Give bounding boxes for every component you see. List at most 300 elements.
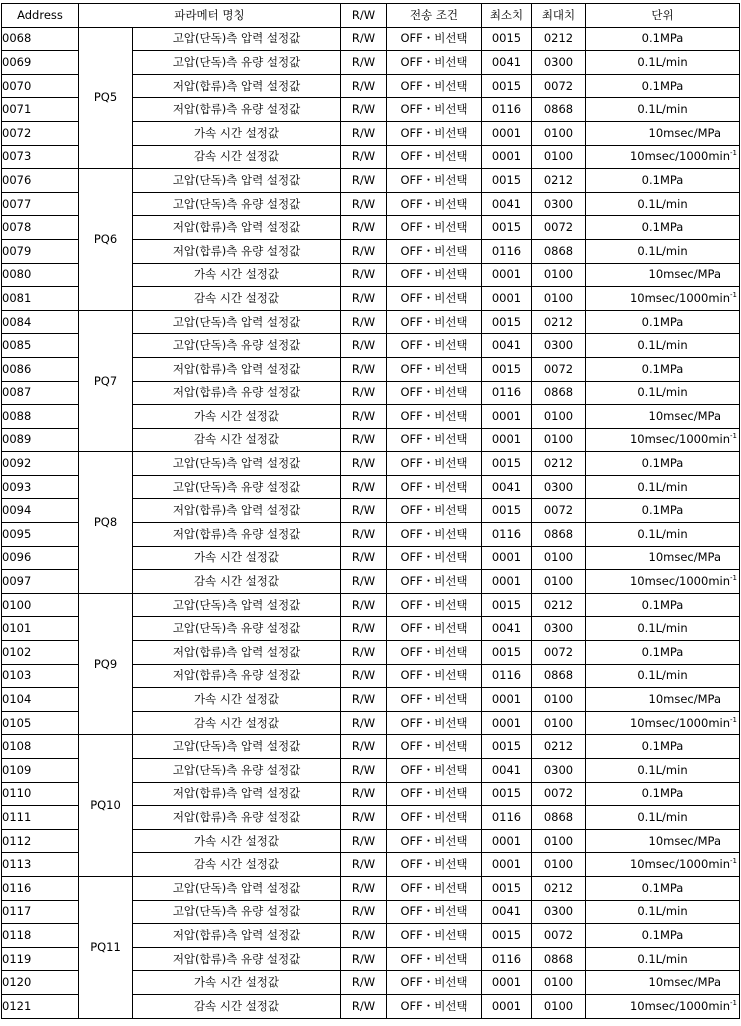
condition-cell: OFF・비선택: [387, 900, 482, 924]
rw-cell: R/W: [341, 428, 387, 452]
condition-cell: OFF・비선택: [387, 98, 482, 122]
rw-cell: R/W: [341, 216, 387, 240]
parameter-name-cell: 고압(단독)측 압력 설정값: [133, 169, 341, 193]
rw-cell: R/W: [341, 900, 387, 924]
max-cell: 0300: [532, 51, 586, 75]
max-cell: 0300: [532, 192, 586, 216]
condition-cell: OFF・비선택: [387, 145, 482, 169]
unit-superscript: -1: [730, 432, 737, 441]
min-cell: 0116: [482, 381, 532, 405]
unit-superscript: -1: [730, 998, 737, 1007]
min-cell: 0001: [482, 121, 532, 145]
address-cell: 0095: [2, 523, 79, 547]
max-cell: 0100: [532, 287, 586, 311]
max-cell: 0300: [532, 900, 586, 924]
unit-text: 0.1L/min: [637, 102, 688, 117]
parameter-name-cell: 고압(단독)측 유량 설정값: [133, 900, 341, 924]
condition-cell: OFF・비선택: [387, 593, 482, 617]
unit-cell: [586, 145, 740, 169]
rw-cell: R/W: [341, 994, 387, 1018]
unit-text: 0.1MPa: [641, 597, 684, 612]
max-cell: 0868: [532, 664, 586, 688]
unit-text: 0.1L/min: [637, 338, 688, 353]
min-cell: 0041: [482, 51, 532, 75]
condition-cell: OFF・비선택: [387, 239, 482, 263]
unit-text: 0.1L/min: [637, 196, 688, 211]
condition-cell: OFF・비선택: [387, 829, 482, 853]
unit-cell: [586, 994, 740, 1018]
table-row: [2, 735, 740, 759]
parameter-name-cell: 저압(합류)측 압력 설정값: [133, 216, 341, 240]
parameter-name-cell: 가속 시간 설정값: [133, 546, 341, 570]
min-cell: 0041: [482, 759, 532, 783]
parameter-name-cell: 고압(단독)측 유량 설정값: [133, 759, 341, 783]
table-row: [2, 876, 740, 900]
rw-cell: R/W: [341, 570, 387, 594]
address-cell: 0104: [2, 688, 79, 712]
rw-cell: R/W: [341, 334, 387, 358]
rw-cell: R/W: [341, 971, 387, 995]
condition-cell: OFF・비선택: [387, 994, 482, 1018]
address-cell: 0072: [2, 121, 79, 145]
unit-text: 0.1MPa: [641, 503, 684, 518]
unit-cell: [586, 51, 740, 75]
condition-cell: OFF・비선택: [387, 853, 482, 877]
unit-text: 10msec/MPa: [648, 408, 721, 423]
parameter-name-cell: 감속 시간 설정값: [133, 711, 341, 735]
condition-cell: OFF・비선택: [387, 806, 482, 830]
condition-cell: OFF・비선택: [387, 452, 482, 476]
min-cell: 0001: [482, 711, 532, 735]
address-cell: 0086: [2, 357, 79, 381]
max-cell: 0072: [532, 74, 586, 98]
header-unit: 단위: [586, 4, 740, 28]
address-cell: 0085: [2, 334, 79, 358]
table-body: [2, 27, 740, 1018]
unit-text: 10msec/1000min: [629, 432, 731, 447]
condition-cell: OFF・비선택: [387, 735, 482, 759]
condition-cell: OFF・비선택: [387, 287, 482, 311]
unit-cell: [586, 782, 740, 806]
condition-cell: OFF・비선택: [387, 74, 482, 98]
condition-cell: OFF・비선택: [387, 523, 482, 547]
condition-cell: OFF・비선택: [387, 759, 482, 783]
rw-cell: R/W: [341, 74, 387, 98]
rw-cell: R/W: [341, 947, 387, 971]
unit-text: 0.1MPa: [641, 361, 684, 376]
unit-text: 10msec/1000min: [629, 857, 731, 872]
unit-text: 10msec/MPa: [648, 550, 721, 565]
max-cell: 0212: [532, 169, 586, 193]
unit-superscript: -1: [730, 291, 737, 300]
parameter-name-cell: 고압(단독)측 압력 설정값: [133, 876, 341, 900]
min-cell: 0015: [482, 499, 532, 523]
unit-text: 0.1L/min: [637, 951, 688, 966]
address-cell: 0093: [2, 475, 79, 499]
condition-cell: OFF・비선택: [387, 263, 482, 287]
parameter-name-cell: 감속 시간 설정값: [133, 428, 341, 452]
parameter-name-cell: 저압(합류)측 압력 설정값: [133, 782, 341, 806]
max-cell: 0100: [532, 428, 586, 452]
address-cell: 0105: [2, 711, 79, 735]
parameter-name-cell: 감속 시간 설정값: [133, 570, 341, 594]
condition-cell: OFF・비선택: [387, 688, 482, 712]
rw-cell: R/W: [341, 546, 387, 570]
max-cell: 0100: [532, 121, 586, 145]
min-cell: 0015: [482, 641, 532, 665]
max-cell: 0300: [532, 334, 586, 358]
min-cell: 0015: [482, 357, 532, 381]
table-row: [2, 27, 740, 51]
unit-cell: [586, 27, 740, 51]
unit-cell: [586, 499, 740, 523]
condition-cell: OFF・비선택: [387, 192, 482, 216]
group-label-cell: PQ5: [79, 27, 133, 169]
condition-cell: OFF・비선택: [387, 617, 482, 641]
max-cell: 0868: [532, 239, 586, 263]
min-cell: 0116: [482, 947, 532, 971]
unit-text: 0.1MPa: [641, 456, 684, 471]
group-label-cell: PQ6: [79, 169, 133, 311]
address-cell: 0092: [2, 452, 79, 476]
min-cell: 0001: [482, 145, 532, 169]
header-row: [2, 4, 740, 28]
unit-cell: [586, 947, 740, 971]
parameter-name-cell: 감속 시간 설정값: [133, 994, 341, 1018]
address-cell: 0071: [2, 98, 79, 122]
header-condition: 전송 조건: [387, 4, 482, 28]
parameter-name-cell: 고압(단독)측 유량 설정값: [133, 192, 341, 216]
group-label-cell: PQ8: [79, 452, 133, 594]
rw-cell: R/W: [341, 523, 387, 547]
unit-cell: [586, 641, 740, 665]
unit-cell: [586, 405, 740, 429]
max-cell: 0868: [532, 98, 586, 122]
unit-text: 0.1MPa: [641, 880, 684, 895]
address-cell: 0112: [2, 829, 79, 853]
address-cell: 0108: [2, 735, 79, 759]
rw-cell: R/W: [341, 499, 387, 523]
min-cell: 0015: [482, 593, 532, 617]
rw-cell: R/W: [341, 664, 387, 688]
condition-cell: OFF・비선택: [387, 924, 482, 948]
unit-cell: [586, 664, 740, 688]
address-cell: 0068: [2, 27, 79, 51]
max-cell: 0100: [532, 570, 586, 594]
address-cell: 0094: [2, 499, 79, 523]
parameter-name-cell: 저압(합류)측 유량 설정값: [133, 239, 341, 263]
condition-cell: OFF・비선택: [387, 216, 482, 240]
parameter-name-cell: 저압(합류)측 유량 설정값: [133, 664, 341, 688]
unit-cell: [586, 310, 740, 334]
condition-cell: OFF・비선택: [387, 711, 482, 735]
parameter-name-cell: 고압(단독)측 유량 설정값: [133, 51, 341, 75]
table-row: [2, 310, 740, 334]
rw-cell: R/W: [341, 806, 387, 830]
unit-cell: [586, 357, 740, 381]
parameter-name-cell: 저압(합류)측 압력 설정값: [133, 74, 341, 98]
rw-cell: R/W: [341, 287, 387, 311]
max-cell: 0212: [532, 876, 586, 900]
rw-cell: R/W: [341, 381, 387, 405]
condition-cell: OFF・비선택: [387, 428, 482, 452]
unit-superscript: -1: [730, 574, 737, 583]
address-cell: 0077: [2, 192, 79, 216]
condition-cell: OFF・비선택: [387, 27, 482, 51]
address-cell: 0110: [2, 782, 79, 806]
unit-text: 10msec/MPa: [648, 125, 721, 140]
parameter-name-cell: 고압(단독)측 유량 설정값: [133, 334, 341, 358]
condition-cell: OFF・비선택: [387, 499, 482, 523]
unit-cell: [586, 192, 740, 216]
unit-text: 0.1L/min: [637, 479, 688, 494]
rw-cell: R/W: [341, 853, 387, 877]
rw-cell: R/W: [341, 405, 387, 429]
address-cell: 0120: [2, 971, 79, 995]
unit-cell: [586, 876, 740, 900]
condition-cell: OFF・비선택: [387, 570, 482, 594]
parameter-name-cell: 고압(단독)측 압력 설정값: [133, 310, 341, 334]
unit-text: 10msec/1000min: [629, 290, 731, 305]
header-max: 최대치: [532, 4, 586, 28]
condition-cell: OFF・비선택: [387, 664, 482, 688]
unit-cell: [586, 806, 740, 830]
parameter-name-cell: 저압(합류)측 압력 설정값: [133, 641, 341, 665]
max-cell: 0212: [532, 452, 586, 476]
condition-cell: OFF・비선택: [387, 381, 482, 405]
parameter-name-cell: 가속 시간 설정값: [133, 829, 341, 853]
parameter-name-cell: 저압(합류)측 유량 설정값: [133, 947, 341, 971]
address-cell: 0111: [2, 806, 79, 830]
parameter-name-cell: 감속 시간 설정값: [133, 145, 341, 169]
unit-cell: [586, 593, 740, 617]
rw-cell: R/W: [341, 641, 387, 665]
parameter-name-cell: 고압(단독)측 압력 설정값: [133, 27, 341, 51]
address-cell: 0076: [2, 169, 79, 193]
table-row: [2, 593, 740, 617]
min-cell: 0116: [482, 806, 532, 830]
condition-cell: OFF・비선택: [387, 357, 482, 381]
unit-cell: [586, 829, 740, 853]
condition-cell: OFF・비선택: [387, 876, 482, 900]
address-cell: 0117: [2, 900, 79, 924]
parameter-name-cell: 가속 시간 설정값: [133, 971, 341, 995]
unit-cell: [586, 98, 740, 122]
min-cell: 0001: [482, 428, 532, 452]
unit-cell: [586, 334, 740, 358]
max-cell: 0100: [532, 688, 586, 712]
unit-cell: [586, 546, 740, 570]
min-cell: 0001: [482, 829, 532, 853]
unit-cell: [586, 452, 740, 476]
table-row: [2, 452, 740, 476]
unit-cell: [586, 475, 740, 499]
group-label-cell: PQ9: [79, 593, 133, 735]
parameter-name-cell: 고압(단독)측 압력 설정값: [133, 593, 341, 617]
parameter-name-cell: 저압(합류)측 유량 설정값: [133, 381, 341, 405]
min-cell: 0041: [482, 900, 532, 924]
max-cell: 0072: [532, 924, 586, 948]
condition-cell: OFF・비선택: [387, 310, 482, 334]
parameter-name-cell: 저압(합류)측 압력 설정값: [133, 924, 341, 948]
max-cell: 0072: [532, 216, 586, 240]
min-cell: 0015: [482, 74, 532, 98]
min-cell: 0001: [482, 994, 532, 1018]
min-cell: 0015: [482, 27, 532, 51]
min-cell: 0001: [482, 546, 532, 570]
unit-cell: [586, 121, 740, 145]
min-cell: 0015: [482, 924, 532, 948]
address-cell: 0103: [2, 664, 79, 688]
unit-cell: [586, 239, 740, 263]
min-cell: 0001: [482, 570, 532, 594]
rw-cell: R/W: [341, 593, 387, 617]
max-cell: 0100: [532, 994, 586, 1018]
unit-cell: [586, 169, 740, 193]
max-cell: 0300: [532, 759, 586, 783]
address-cell: 0089: [2, 428, 79, 452]
condition-cell: OFF・비선택: [387, 546, 482, 570]
max-cell: 0868: [532, 523, 586, 547]
unit-superscript: -1: [730, 857, 737, 866]
min-cell: 0015: [482, 216, 532, 240]
address-cell: 0081: [2, 287, 79, 311]
unit-cell: [586, 853, 740, 877]
unit-cell: [586, 759, 740, 783]
max-cell: 0300: [532, 475, 586, 499]
parameter-name-cell: 저압(합류)측 유량 설정값: [133, 806, 341, 830]
unit-cell: [586, 711, 740, 735]
condition-cell: OFF・비선택: [387, 782, 482, 806]
rw-cell: R/W: [341, 145, 387, 169]
rw-cell: R/W: [341, 617, 387, 641]
address-cell: 0070: [2, 74, 79, 98]
parameter-name-cell: 고압(단독)측 유량 설정값: [133, 475, 341, 499]
address-cell: 0102: [2, 641, 79, 665]
parameter-name-cell: 저압(합류)측 유량 설정값: [133, 523, 341, 547]
min-cell: 0041: [482, 334, 532, 358]
min-cell: 0001: [482, 405, 532, 429]
rw-cell: R/W: [341, 876, 387, 900]
unit-text: 0.1L/min: [637, 668, 688, 683]
unit-text: 0.1L/min: [637, 243, 688, 258]
parameter-name-cell: 가속 시간 설정값: [133, 121, 341, 145]
parameter-name-cell: 저압(합류)측 압력 설정값: [133, 357, 341, 381]
rw-cell: R/W: [341, 121, 387, 145]
address-cell: 0101: [2, 617, 79, 641]
unit-text: 10msec/MPa: [648, 267, 721, 282]
min-cell: 0001: [482, 287, 532, 311]
max-cell: 0868: [532, 947, 586, 971]
rw-cell: R/W: [341, 735, 387, 759]
parameter-name-cell: 감속 시간 설정값: [133, 853, 341, 877]
min-cell: 0001: [482, 688, 532, 712]
condition-cell: OFF・비선택: [387, 405, 482, 429]
address-cell: 0100: [2, 593, 79, 617]
unit-text: 10msec/MPa: [648, 833, 721, 848]
unit-text: 0.1L/min: [637, 54, 688, 69]
unit-text: 0.1MPa: [641, 786, 684, 801]
parameter-name-cell: 고압(단독)측 압력 설정값: [133, 735, 341, 759]
unit-text: 0.1MPa: [641, 78, 684, 93]
unit-cell: [586, 570, 740, 594]
max-cell: 0100: [532, 829, 586, 853]
min-cell: 0001: [482, 853, 532, 877]
max-cell: 0100: [532, 263, 586, 287]
max-cell: 0100: [532, 546, 586, 570]
max-cell: 0868: [532, 381, 586, 405]
max-cell: 0212: [532, 735, 586, 759]
address-cell: 0109: [2, 759, 79, 783]
condition-cell: OFF・비선택: [387, 121, 482, 145]
rw-cell: R/W: [341, 263, 387, 287]
header-address: Address: [2, 4, 79, 28]
address-cell: 0097: [2, 570, 79, 594]
max-cell: 0100: [532, 853, 586, 877]
max-cell: 0100: [532, 711, 586, 735]
rw-cell: R/W: [341, 27, 387, 51]
unit-text: 0.1MPa: [641, 314, 684, 329]
table-row: [2, 169, 740, 193]
max-cell: 0212: [532, 310, 586, 334]
header-min: 최소치: [482, 4, 532, 28]
unit-cell: [586, 216, 740, 240]
parameter-name-cell: 고압(단독)측 압력 설정값: [133, 452, 341, 476]
max-cell: 0868: [532, 806, 586, 830]
max-cell: 0072: [532, 782, 586, 806]
parameter-table: [1, 3, 740, 1019]
address-cell: 0119: [2, 947, 79, 971]
unit-cell: [586, 287, 740, 311]
max-cell: 0100: [532, 971, 586, 995]
condition-cell: OFF・비선택: [387, 169, 482, 193]
rw-cell: R/W: [341, 239, 387, 263]
rw-cell: R/W: [341, 711, 387, 735]
group-label-cell: PQ7: [79, 310, 133, 452]
min-cell: 0015: [482, 782, 532, 806]
parameter-name-cell: 가속 시간 설정값: [133, 688, 341, 712]
min-cell: 0041: [482, 192, 532, 216]
min-cell: 0041: [482, 617, 532, 641]
address-cell: 0084: [2, 310, 79, 334]
unit-superscript: -1: [730, 715, 737, 724]
max-cell: 0072: [532, 357, 586, 381]
unit-text: 10msec/MPa: [648, 975, 721, 990]
min-cell: 0116: [482, 664, 532, 688]
min-cell: 0015: [482, 310, 532, 334]
unit-cell: [586, 617, 740, 641]
min-cell: 0041: [482, 475, 532, 499]
unit-text: 0.1L/min: [637, 904, 688, 919]
unit-text: 10msec/1000min: [629, 149, 731, 164]
rw-cell: R/W: [341, 51, 387, 75]
address-cell: 0078: [2, 216, 79, 240]
unit-text: 10msec/1000min: [629, 574, 731, 589]
max-cell: 0212: [532, 27, 586, 51]
condition-cell: OFF・비선택: [387, 947, 482, 971]
condition-cell: OFF・비선택: [387, 971, 482, 995]
header-name: 파라메터 명칭: [79, 4, 341, 28]
header-rw: R/W: [341, 4, 387, 28]
max-cell: 0100: [532, 405, 586, 429]
unit-cell: [586, 428, 740, 452]
unit-text: 0.1L/min: [637, 526, 688, 541]
address-cell: 0116: [2, 876, 79, 900]
unit-text: 0.1MPa: [641, 644, 684, 659]
unit-text: 10msec/MPa: [648, 692, 721, 707]
unit-cell: [586, 381, 740, 405]
min-cell: 0116: [482, 239, 532, 263]
